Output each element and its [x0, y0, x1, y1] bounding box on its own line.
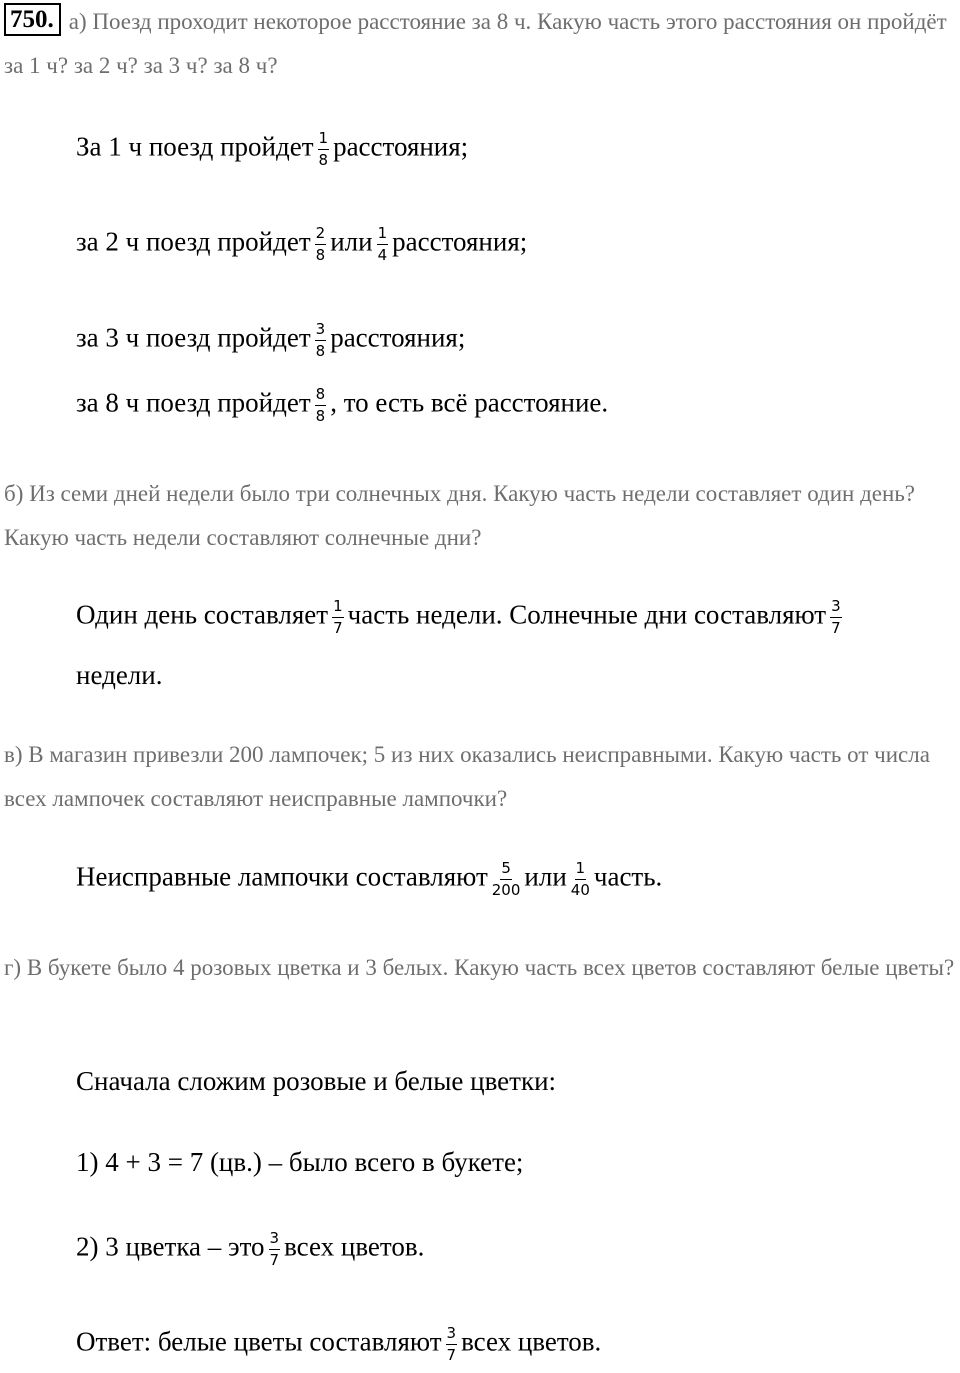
answer-b-line-1 [76, 598, 846, 637]
answer-text: расстояния; [392, 226, 528, 257]
answer-text: , то есть всё расстояние. [330, 387, 609, 418]
answer-text: за 3 ч поезд пройдет [76, 322, 311, 353]
answer-d-line-4 [76, 1325, 601, 1364]
fraction [377, 225, 389, 264]
denominator: 7 [446, 1346, 457, 1364]
answer-d-line-1: Сначала сложим розовые и белые цветки: [76, 1066, 557, 1096]
question-d [4, 946, 956, 990]
answer-text: за 2 ч поезд пройдет [76, 226, 311, 257]
answer-c-line-1 [76, 860, 662, 899]
problem-number: 750. [4, 3, 61, 36]
answer-text: или [330, 226, 373, 257]
answer-text: за 8 ч поезд пройдет [76, 387, 311, 418]
question-c [4, 733, 956, 821]
answer-text: всех цветов. [461, 1326, 602, 1357]
answer-text: За 1 ч поезд пройдет [76, 131, 314, 162]
numerator: 5 [500, 860, 512, 880]
numerator: 3 [830, 598, 842, 618]
answer-a-line-2 [76, 225, 527, 264]
answer-text: расстояния; [330, 322, 466, 353]
denominator: 7 [269, 1251, 280, 1269]
answer-text: Неисправные лампочки составляют [76, 861, 488, 892]
numerator: 1 [377, 225, 389, 245]
answer-text: Один день составляет [76, 599, 329, 630]
denominator: 40 [570, 881, 590, 899]
answer-text: всех цветов. [284, 1231, 425, 1262]
answer-text: 2) 3 цветка – это [76, 1231, 265, 1262]
answer-d-line-3 [76, 1230, 424, 1269]
answer-text: Ответ: белые цветы составляют [76, 1326, 442, 1357]
fraction [269, 1230, 281, 1269]
answer-text: часть. [593, 861, 663, 892]
denominator: 8 [315, 246, 326, 264]
denominator: 7 [831, 619, 841, 637]
question-c-text: в) В магазин привезли 200 лампочек; 5 из них оказались неисправными. Какую часть от числа всех лампочек составляют неисправные лампочки? [4, 742, 930, 811]
question-b-text: б) Из семи дней недели было три солнечных дня. Какую часть недели составляет один день? Какую часть недели составляют солнечные дни? [4, 481, 916, 550]
fraction [830, 598, 842, 637]
numerator: 3 [446, 1325, 458, 1345]
question-d-text: г) В букете было 4 розовых цветка и 3 белых. Какую часть всех цветов составляют белые цветы? [4, 955, 955, 980]
numerator: 3 [269, 1230, 281, 1250]
fraction [315, 321, 327, 360]
answer-a-line-1 [76, 130, 468, 169]
denominator: 8 [315, 407, 326, 425]
fraction [332, 598, 344, 637]
numerator: 2 [315, 225, 327, 245]
answer-text: или [524, 861, 567, 892]
numerator: 1 [575, 860, 587, 880]
denominator: 8 [315, 342, 326, 360]
denominator: 4 [377, 246, 388, 264]
numerator: 3 [315, 321, 327, 341]
fraction [318, 130, 330, 169]
numerator: 8 [315, 386, 327, 406]
denominator: 200 [491, 881, 521, 899]
numerator: 1 [318, 130, 330, 150]
fraction [571, 860, 590, 899]
fraction [315, 225, 327, 264]
question-a-text: а) Поезд проходит некоторое расстояние за 8 ч. Какую часть этого расстояния он пройдёт за 1 ч? за 2 ч? за 3 ч? за 8 ч? [4, 9, 947, 78]
question-a [4, 0, 956, 88]
question-b [4, 472, 956, 560]
denominator: 7 [333, 619, 343, 637]
fraction [315, 386, 327, 425]
fraction [492, 860, 521, 899]
answer-a-line-4 [76, 386, 608, 425]
answer-b-line-2: недели. [76, 660, 163, 690]
answer-text: часть недели. Солнечные дни составляют [347, 599, 827, 630]
fraction [446, 1325, 458, 1364]
answer-a-line-3 [76, 321, 465, 360]
numerator: 1 [332, 598, 344, 618]
answer-text: расстояния; [333, 131, 469, 162]
answer-d-line-2: 1) 4 + 3 = 7 (цв.) – было всего в букете; [76, 1147, 524, 1177]
denominator: 8 [318, 151, 329, 169]
